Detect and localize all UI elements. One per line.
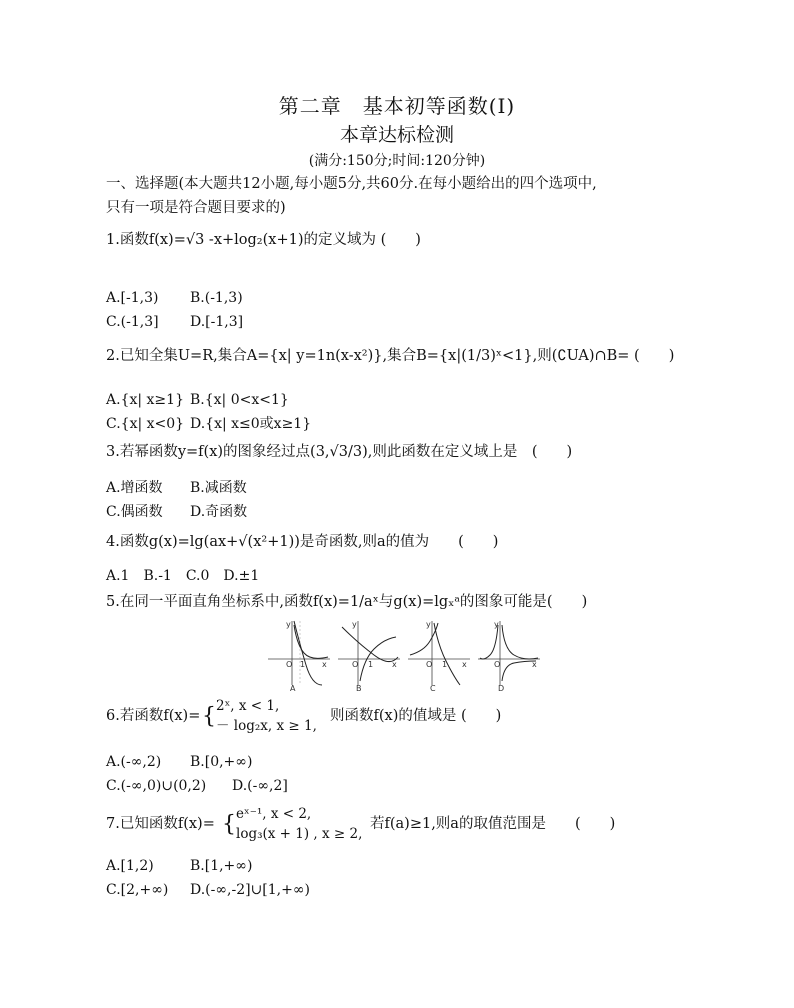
q6-case-1: 2ˣ, x < 1, bbox=[216, 698, 280, 714]
q6-case-2: － log₂x, x ≥ 1, bbox=[216, 718, 317, 734]
q6-option-a: A.(-∞,2) bbox=[106, 754, 162, 770]
q5-d-y-label: y bbox=[494, 620, 499, 629]
q5-d-x-label: x bbox=[532, 660, 537, 669]
section-heading-line1: 一、选择题(本大题共12小题,每小题5分,共60分.在每小题给出的四个选项中, bbox=[106, 176, 597, 192]
q5-graph-a bbox=[268, 620, 330, 693]
q5-a-x-label: x bbox=[322, 660, 327, 669]
q5-graph-a-label: A bbox=[290, 684, 296, 693]
q2-option-b: B.{x| 0<x<1} bbox=[190, 392, 289, 408]
chapter-title: 第二章 基本初等函数(Ⅰ) bbox=[278, 94, 516, 118]
question-5-stem: 5.在同一平面直角坐标系中,函数f(x)=1/aˣ与g(x)=lgₓᵃ的图象可能是( ) bbox=[106, 594, 588, 610]
question-6-stem-pre: 6.若函数f(x)= bbox=[106, 708, 201, 724]
q7-option-d: D.(-∞,-2]∪[1,+∞) bbox=[190, 882, 310, 898]
q1-option-b: B.(-1,3) bbox=[190, 290, 243, 306]
q1-option-d: D.[-1,3] bbox=[190, 314, 244, 330]
q3-option-b: B.减函数 bbox=[190, 480, 247, 496]
question-1-stem: 1.函数f(x)=√3 -x+log₂(x+1)的定义域为 ( ) bbox=[106, 232, 421, 248]
question-7-stem-pre: 7.已知函数f(x)= bbox=[106, 816, 215, 832]
q6-option-b: B.[0,+∞) bbox=[190, 754, 253, 770]
q6-option-c: C.(-∞,0)∪(0,2) bbox=[106, 778, 207, 794]
q3-option-a: A.增函数 bbox=[106, 480, 163, 496]
q5-graph-choices bbox=[264, 615, 540, 695]
question-7-stem-post: 若f(a)≥1,则a的取值范围是 ( ) bbox=[370, 816, 616, 832]
q5-a-origin-label: O bbox=[286, 660, 293, 669]
q2-option-c: C.{x| x<0} bbox=[106, 416, 185, 432]
q1-option-a: A.[-1,3) bbox=[106, 290, 159, 306]
q5-b-origin-label: O bbox=[352, 660, 359, 669]
q5-b-one-label: 1 bbox=[368, 660, 374, 669]
question-6-stem-post: 则函数f(x)的值域是 ( ) bbox=[330, 708, 502, 724]
q5-a-y-label: y bbox=[286, 620, 291, 629]
q7-option-c: C.[2,+∞) bbox=[106, 882, 169, 898]
q7-case-1: eˣ⁻¹, x < 2, bbox=[236, 806, 312, 822]
q5-graph-d bbox=[478, 620, 540, 693]
q5-graph-c-label: C bbox=[430, 684, 436, 693]
q3-option-d: D.奇函数 bbox=[190, 504, 248, 520]
q5-a-one-label: 1 bbox=[300, 660, 306, 669]
q5-c-y-label: y bbox=[426, 620, 431, 629]
q1-option-c: C.(-1,3] bbox=[106, 314, 159, 330]
section-heading-line2: 只有一项是符合题目要求的) bbox=[106, 200, 286, 216]
page-subtitle: 本章达标检测 bbox=[339, 124, 454, 146]
q5-graph-b bbox=[338, 620, 400, 693]
question-3-stem: 3.若幂函数y=f(x)的图象经过点(3,√3/3),则此函数在定义域上是 ( ) bbox=[106, 444, 573, 460]
q7-case-2: log₃(x + 1) , x ≥ 2, bbox=[236, 826, 363, 842]
q5-d-origin-label: O bbox=[494, 660, 501, 669]
q5-c-origin-label: O bbox=[426, 660, 433, 669]
q5-graph-c bbox=[408, 620, 470, 693]
question-4-stem: 4.函数g(x)=lg(ax+√(x²+1))是奇函数,则a的值为 ( ) bbox=[106, 534, 499, 550]
q2-option-a: A.{x| x≥1} bbox=[106, 392, 184, 408]
q2-option-d: D.{x| x≤0或x≥1} bbox=[190, 416, 312, 432]
q6-option-d: D.(-∞,2] bbox=[232, 778, 288, 794]
q5-b-x-label: x bbox=[392, 660, 397, 669]
q5-c-x-label: x bbox=[462, 660, 467, 669]
q6-left-brace: { bbox=[202, 704, 216, 729]
q7-option-b: B.[1,+∞) bbox=[190, 858, 253, 874]
q5-b-y-label: y bbox=[352, 620, 357, 629]
q7-left-brace: { bbox=[222, 812, 236, 837]
q5-graph-d-label: D bbox=[498, 684, 505, 693]
q3-option-c: C.偶函数 bbox=[106, 504, 163, 520]
q4-options: A.1 B.-1 C.0 D.±1 bbox=[106, 568, 260, 584]
q5-graph-b-label: B bbox=[356, 684, 362, 693]
question-2-stem: 2.已知全集U=R,集合A={x| y=1n(x-x²)},集合B={x|(1/3)ˣ<1},则(∁UA)∩B= ( ) bbox=[106, 348, 675, 364]
q7-option-a: A.[1,2) bbox=[106, 858, 154, 874]
score-time-note: (满分:150分;时间:120分钟) bbox=[308, 153, 486, 169]
q5-c-one-label: 1 bbox=[442, 660, 448, 669]
